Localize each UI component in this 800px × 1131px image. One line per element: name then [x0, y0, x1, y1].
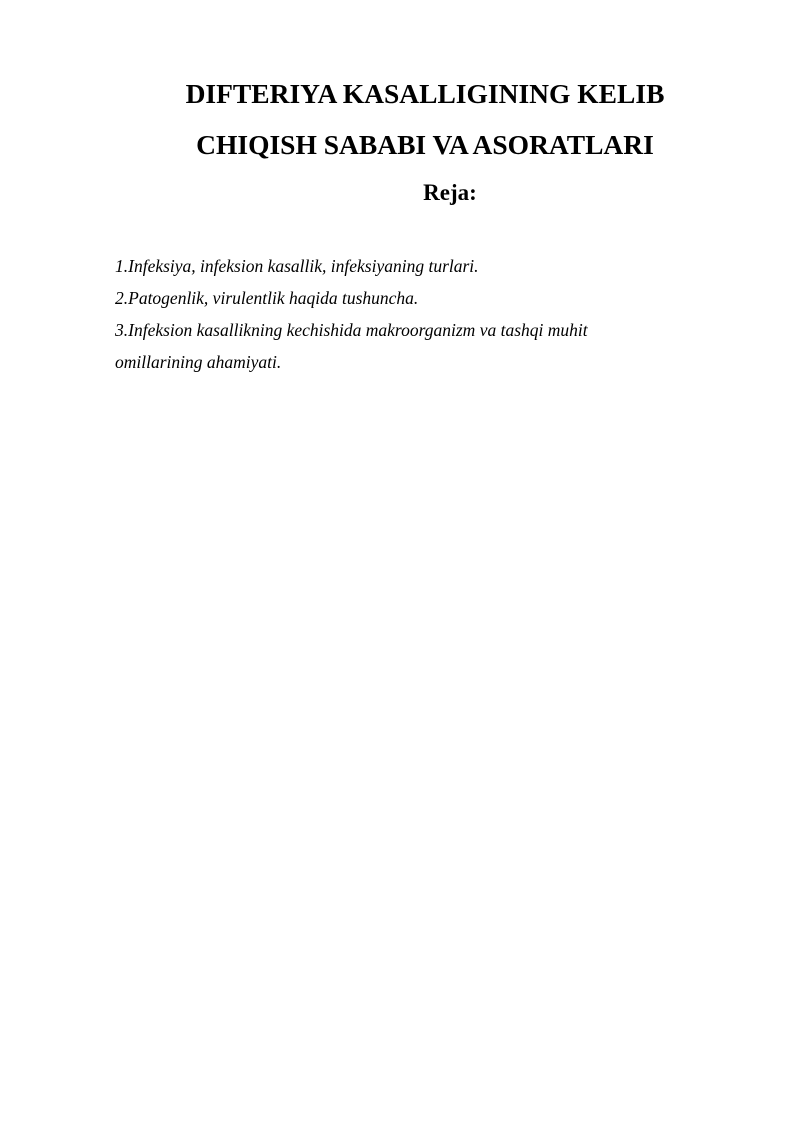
document-title-line-2: CHIQISH SABABI VA ASORATLARI	[196, 129, 654, 160]
plan-item-1: 1.Infeksiya, infeksion kasallik, infeksiyaning turlari.	[115, 256, 479, 276]
plan-item-2: 2.Patogenlik, virulentlik haqida tushuncha.	[115, 288, 419, 308]
plan-list	[115, 250, 715, 378]
plan-item-3-continuation: omillarining ahamiyati.	[115, 352, 282, 372]
document-title-line-1: DIFTERIYA KASALLIGINING KELIB	[185, 78, 665, 109]
plan-item-3: 3.Infeksion kasallikning kechishida makroorganizm va tashqi muhit	[115, 320, 588, 340]
plan-heading: Reja:	[423, 180, 477, 205]
